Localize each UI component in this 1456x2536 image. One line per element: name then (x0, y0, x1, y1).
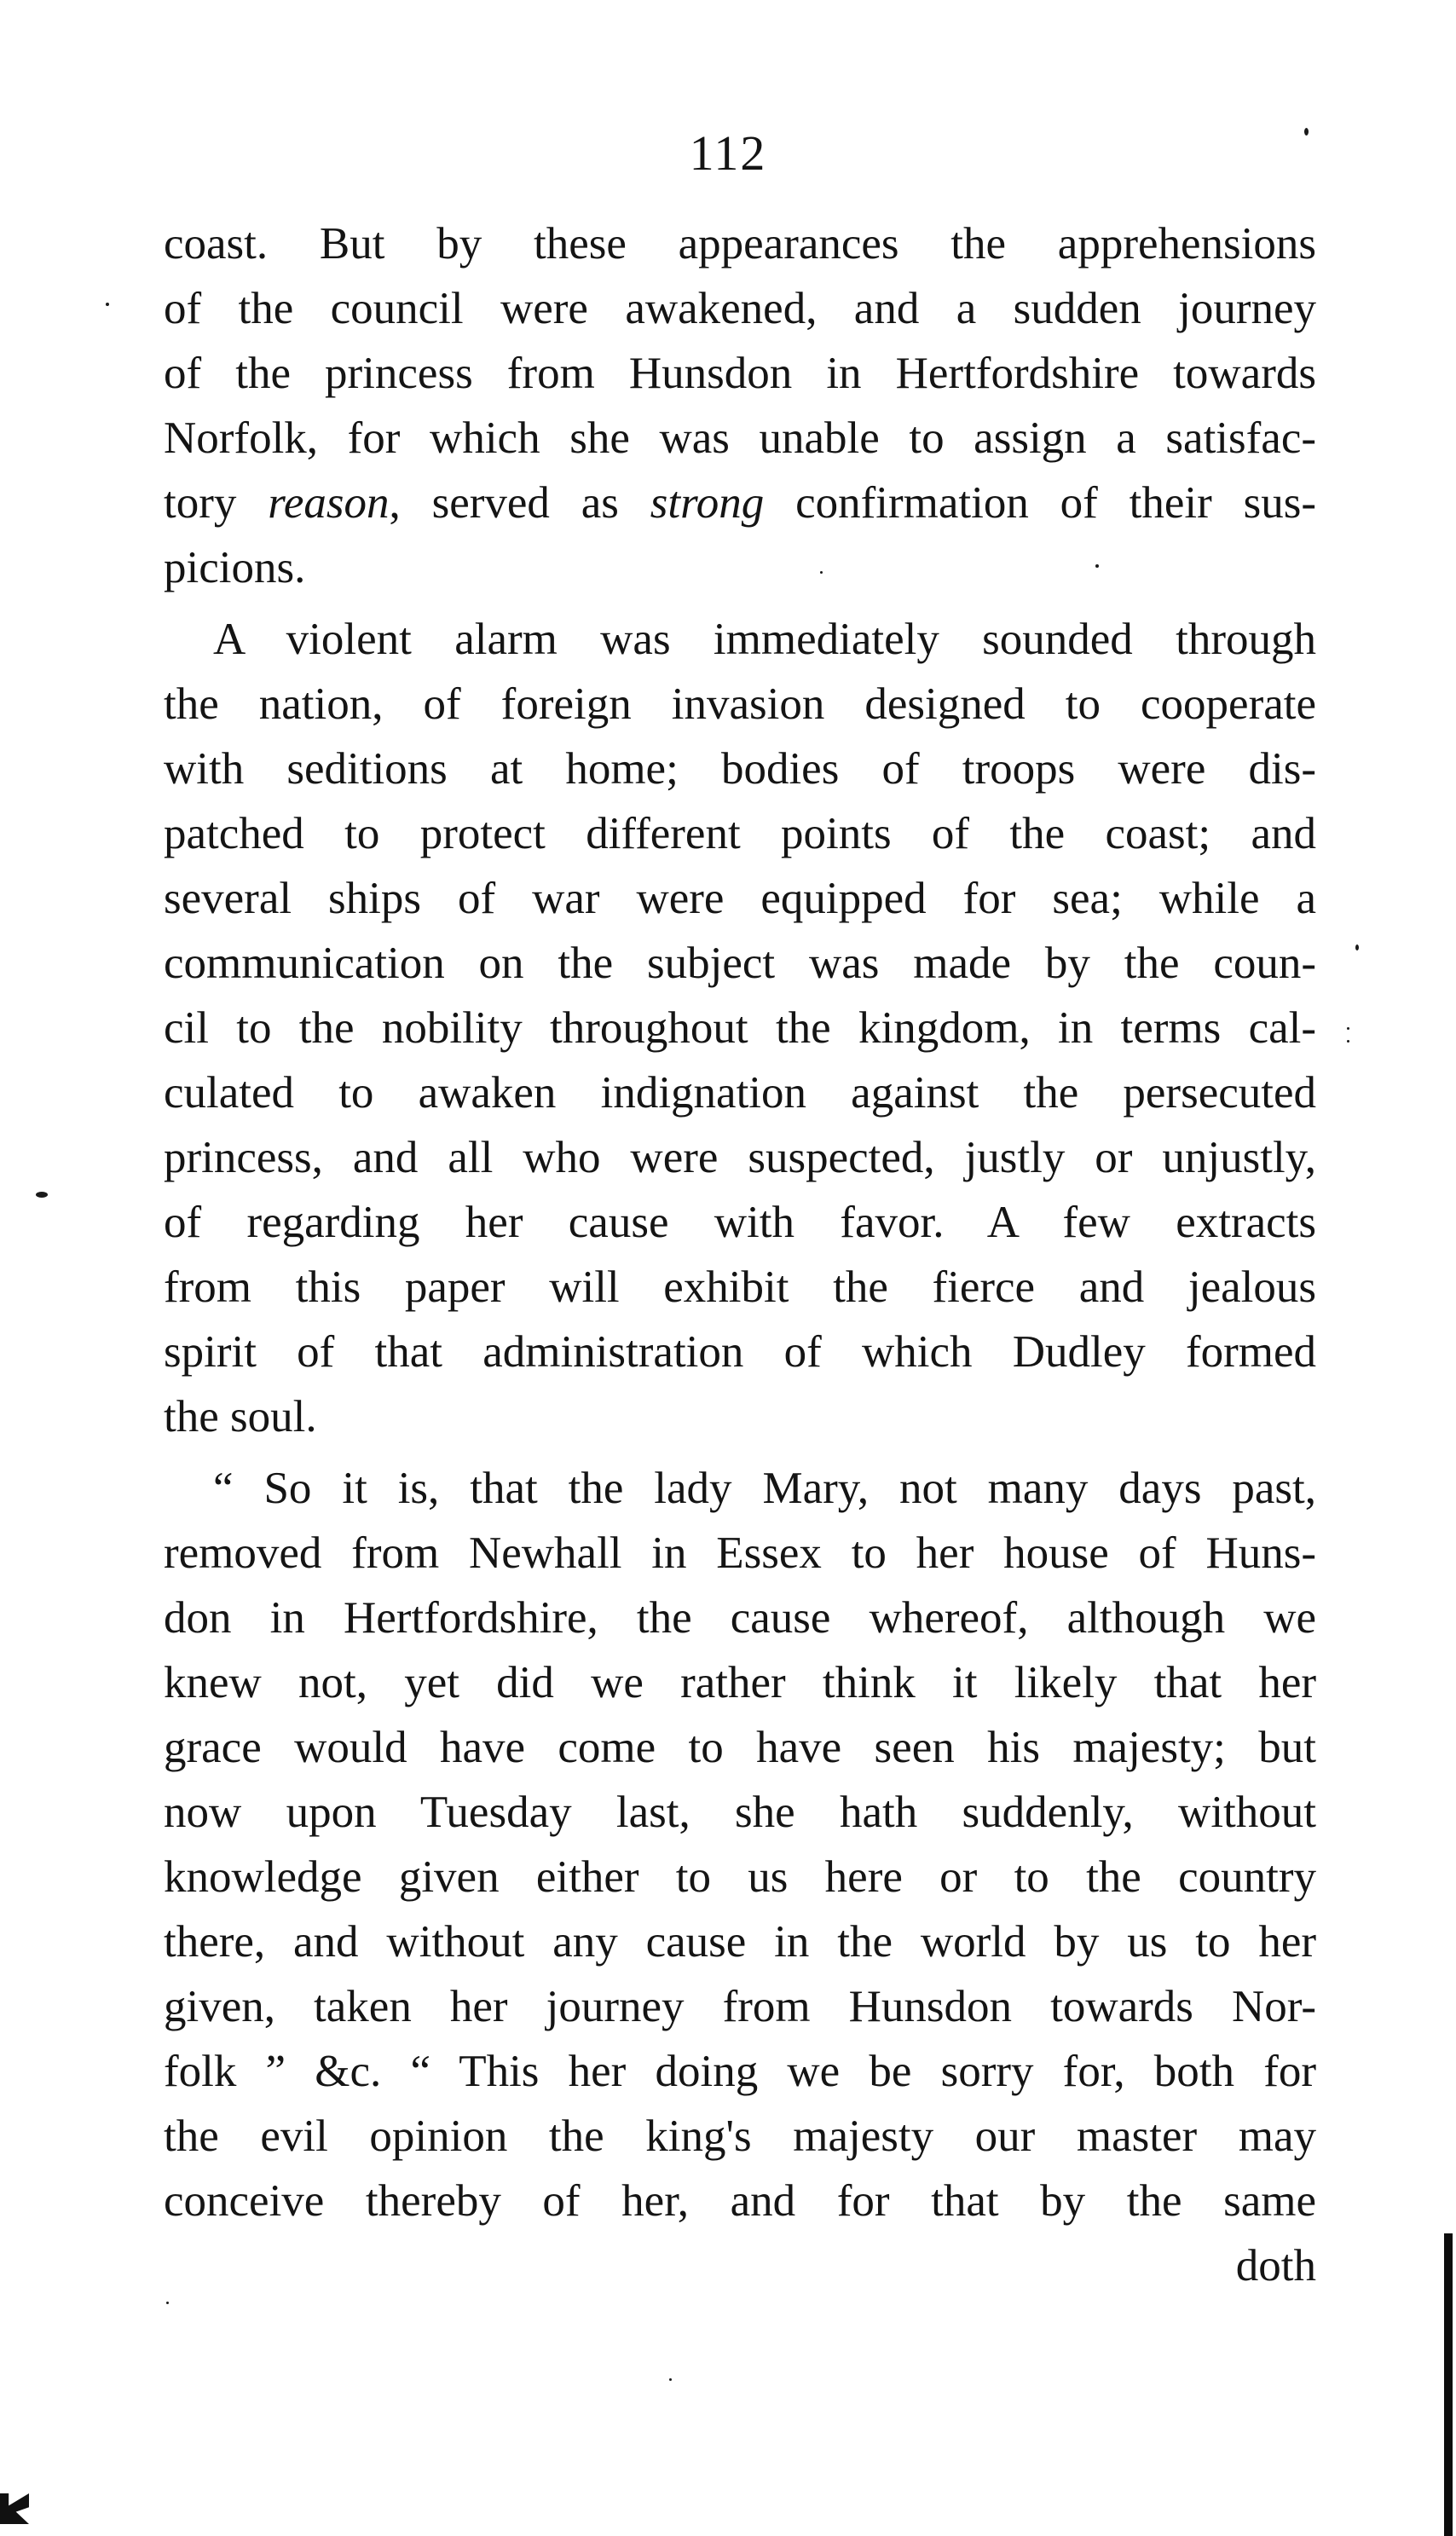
text-line: communication on the subject was made by the coun- (164, 939, 1316, 988)
ink-speck (1347, 1040, 1349, 1043)
line-segment: confirmation of their sus- (764, 478, 1317, 528)
text-line (164, 471, 1316, 535)
text-line: “ So it is, that the lady Mary, not many days past, (213, 1464, 1316, 1513)
line-segment: tory (164, 478, 269, 528)
text-line: there, and without any cause in the world by us to her (164, 1917, 1316, 1967)
ink-speck (106, 303, 109, 306)
text-line: of the council were awakened, and a sudden journey (164, 284, 1316, 333)
text-line: from this paper will exhibit the fierce and jealous (164, 1262, 1316, 1312)
text-line: A violent alarm was immediately sounded through (213, 615, 1316, 664)
text-line: patched to protect different points of the coast; and (164, 809, 1316, 858)
text-line: Norfolk, for which she was unable to assign a satisfac- (164, 413, 1316, 463)
scan-edge-bar (1444, 2233, 1453, 2536)
text-line: don in Hertfordshire, the cause whereof, although we (164, 1593, 1316, 1643)
text-line: coast. But by these appearances the apprehensions (164, 219, 1316, 269)
text-line: spirit of that administration of which Dudley formed (164, 1327, 1316, 1377)
text-line: grace would have come to have seen his majesty; but (164, 1723, 1316, 1772)
ink-speck (1355, 945, 1359, 950)
text-line: now upon Tuesday last, she hath suddenly, without (164, 1788, 1316, 1837)
text-line: knowledge given either to us here or to the country (164, 1852, 1316, 1902)
ink-speck (1304, 128, 1309, 136)
text-line: knew not, yet did we rather think it likely that her (164, 1658, 1316, 1707)
ink-speck (36, 1192, 48, 1198)
text-line: culated to awaken indignation against the persecuted (164, 1068, 1316, 1118)
body-text (164, 211, 1316, 2298)
text-line: folk ” &c. “ This her doing we be sorry for, both for (164, 2047, 1316, 2096)
catchword: doth (1235, 2241, 1316, 2290)
corner-mark (0, 2493, 29, 2524)
text-line: with seditions at home; bodies of troops were dis- (164, 744, 1316, 794)
ink-speck (1347, 1027, 1349, 1030)
text-line: several ships of war were equipped for sea; while a (164, 874, 1316, 923)
italic-word: reason (268, 478, 390, 528)
text-line: of regarding her cause with favor. A few extracts (164, 1198, 1316, 1247)
text-line: princess, and all who were suspected, justly or unjustly, (164, 1133, 1316, 1182)
page-number: 112 (689, 125, 767, 181)
text-line: the nation, of foreign invasion designed to cooperate (164, 679, 1316, 729)
text-line: the soul. (164, 1392, 317, 1441)
text-line: cil to the nobility throughout the kingdom, in terms cal- (164, 1003, 1316, 1053)
text-line: picions. (164, 543, 306, 592)
ink-speck (669, 2378, 672, 2381)
text-line: of the princess from Hunsdon in Hertfordshire towards (164, 349, 1316, 398)
text-line: removed from Newhall in Essex to her house of Huns- (164, 1528, 1316, 1578)
text-line: given, taken her journey from Hunsdon towards Nor- (164, 1982, 1316, 2031)
text-line: conceive thereby of her, and for that by the same (164, 2176, 1316, 2226)
italic-word: strong (650, 478, 765, 528)
line-segment: , served as (389, 478, 650, 528)
ink-speck (820, 571, 823, 574)
text-line: the evil opinion the king's majesty our master may (164, 2111, 1316, 2161)
ink-speck (166, 2302, 169, 2304)
ink-speck (1095, 564, 1099, 568)
